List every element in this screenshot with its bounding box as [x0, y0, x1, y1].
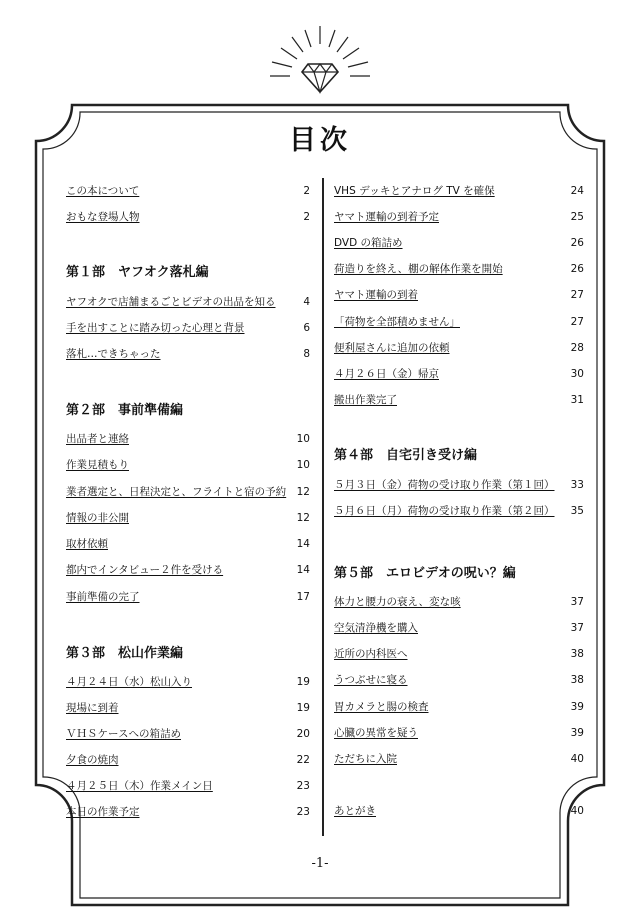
toc-entry-label[interactable]: 業者選定と、日程決定と、フライトと宿の予約 [66, 486, 287, 498]
toc-entry-label[interactable]: ４月２６日（金）帰京 [334, 368, 439, 380]
toc-entry-label[interactable]: 近所の内科医へ [334, 648, 408, 660]
toc-entry-page: 2 [303, 185, 310, 197]
toc-entry-page: 40 [570, 805, 584, 817]
toc-entry-page: 39 [570, 701, 584, 713]
toc-entry-page: 17 [296, 591, 310, 603]
toc-entry-label[interactable]: VHS デッキとアナログ TV を確保 [334, 185, 495, 197]
toc-entry-page: 23 [296, 780, 310, 792]
toc-entry-label[interactable]: 落札…できちゃった [66, 348, 161, 360]
toc-entry[interactable] [66, 536, 310, 552]
toc-entry[interactable] [66, 562, 310, 578]
toc-entry-page: 10 [296, 433, 310, 445]
toc-entry-label[interactable]: 体力と腰力の衰え、変な咳 [334, 596, 461, 608]
toc-entry-label[interactable]: ヤマト運輸の到着予定 [334, 211, 439, 223]
toc-entry[interactable] [66, 346, 310, 362]
toc-entry-page: 14 [296, 538, 310, 550]
toc-entry-label[interactable]: ５月６日（月）荷物の受け取り作業（第２回） [334, 505, 555, 517]
toc-entry[interactable] [334, 261, 584, 277]
toc-entry-label[interactable]: ただちに入院 [334, 753, 397, 765]
toc-entry-label[interactable]: 心臓の異常を疑う [334, 727, 418, 739]
toc-entry[interactable] [66, 752, 310, 768]
toc-entry[interactable] [66, 484, 310, 500]
toc-entry[interactable] [334, 183, 584, 199]
toc-entry-page: 22 [296, 754, 310, 766]
toc-entry[interactable] [66, 510, 310, 526]
toc-entry-page: 33 [570, 479, 584, 491]
toc-entry-page: 27 [570, 289, 584, 301]
toc-entry[interactable] [66, 674, 310, 690]
section-heading: 第３部 松山作業編 [66, 646, 184, 661]
toc-entry-label[interactable]: 便利屋さんに追加の依頼 [334, 342, 450, 354]
toc-entry[interactable] [334, 477, 584, 493]
toc-entry[interactable] [334, 672, 584, 688]
toc-entry[interactable] [334, 392, 584, 408]
toc-entry-page: 40 [570, 753, 584, 765]
section-heading: 第２部 事前準備編 [66, 403, 184, 418]
toc-entry[interactable] [66, 431, 310, 447]
toc-entry-page: 20 [296, 728, 310, 740]
toc-entry-label[interactable]: 搬出作業完了 [334, 394, 397, 406]
toc-entry-page: 26 [570, 263, 584, 275]
toc-entry-page: 27 [570, 316, 584, 328]
toc-entry-label[interactable]: ヤマト運輸の到着 [334, 289, 418, 301]
toc-entry[interactable] [66, 778, 310, 794]
toc-entry-page: 24 [570, 185, 584, 197]
toc-entry[interactable] [66, 589, 310, 605]
toc-entry-label[interactable]: ４月２４日（水）松山入り [66, 676, 192, 688]
toc-entry-label[interactable]: 「荷物を全部積めません」 [334, 316, 460, 328]
toc-entry-page: 10 [296, 459, 310, 471]
toc-entry[interactable] [334, 751, 584, 767]
toc-entry-page: 35 [570, 505, 584, 517]
toc-entry-label[interactable]: 手を出すことに踏み切った心理と背景 [66, 322, 245, 334]
toc-entry[interactable] [334, 699, 584, 715]
toc-entry-page: 12 [296, 486, 310, 498]
toc-entry-label[interactable]: 現場に到着 [66, 702, 119, 714]
toc-entry-label[interactable]: あとがき [334, 805, 376, 817]
toc-entry-page: 4 [303, 296, 310, 308]
toc-entry-page: 23 [296, 806, 310, 818]
toc-entry-label[interactable]: 胃カメラと腸の検査 [334, 701, 429, 713]
toc-entry[interactable] [66, 726, 310, 742]
toc-entry-label[interactable]: 荷造りを終え、棚の解体作業を開始 [334, 263, 503, 275]
toc-entry[interactable] [334, 287, 584, 303]
toc-entry[interactable] [66, 700, 310, 716]
toc-entry-page: 25 [570, 211, 584, 223]
toc-entry[interactable] [334, 314, 584, 330]
toc-entry-label[interactable]: 情報の非公開 [66, 512, 129, 524]
toc-entry-label[interactable]: DVD の箱詰め [334, 237, 403, 249]
toc-entry[interactable] [334, 209, 584, 225]
toc-entry[interactable] [66, 320, 310, 336]
page-title: 目次 [289, 125, 351, 156]
toc-entry-label[interactable]: 取材依頼 [66, 538, 108, 550]
toc-entry-page: 31 [570, 394, 584, 406]
toc-entry[interactable] [334, 646, 584, 662]
toc-entry[interactable] [334, 725, 584, 741]
page-number: -1- [311, 856, 329, 871]
toc-entry-page: 6 [303, 322, 310, 334]
toc-entry-label[interactable]: 夕食の焼肉 [66, 754, 119, 766]
toc-entry-label[interactable]: 出品者と連絡 [66, 433, 129, 445]
toc-entry-page: 28 [570, 342, 584, 354]
toc-entry-page: 26 [570, 237, 584, 249]
toc-entry[interactable] [334, 620, 584, 636]
toc-entry-page: 38 [570, 674, 584, 686]
toc-entry-label[interactable]: うつぶせに寝る [334, 674, 408, 686]
section-heading: 第５部 エロビデオの呪い？編 [334, 566, 516, 581]
toc-entry-label[interactable]: おもな登場人物 [66, 211, 140, 223]
toc-entry-label[interactable]: この本について [66, 185, 140, 197]
toc-entry[interactable] [334, 803, 584, 819]
toc-entry-page: 38 [570, 648, 584, 660]
toc-entry-label[interactable]: ヤフオクで店舗まるごとビデオの出品を知る [66, 296, 276, 308]
toc-entry-page: 37 [570, 596, 584, 608]
toc-entry[interactable] [66, 804, 310, 820]
toc-entry-page: 19 [296, 702, 310, 714]
toc-entry-label[interactable]: 作業見積もり [66, 459, 129, 471]
toc-entry[interactable] [334, 594, 584, 610]
toc-entry-page: 39 [570, 727, 584, 739]
toc-entry-page: 8 [303, 348, 310, 360]
toc-entry-page: 30 [570, 368, 584, 380]
toc-entry[interactable] [334, 503, 584, 519]
toc-entry[interactable] [334, 340, 584, 356]
toc-entry[interactable] [334, 366, 584, 382]
toc-entry-label[interactable]: 事前準備の完了 [66, 591, 140, 603]
toc-entry-page: 37 [570, 622, 584, 634]
section-heading: 第１部 ヤフオク落札編 [66, 265, 209, 280]
toc-entry-label[interactable]: ＶＨＳケースへの箱詰め [66, 728, 181, 740]
toc-entry-label[interactable]: ４月２５日（木）作業メイン日 [66, 780, 213, 792]
diamond-icon [260, 20, 380, 100]
toc-entry-page: 12 [296, 512, 310, 524]
column-divider [322, 178, 324, 836]
toc-entry-label[interactable]: ５月３日（金）荷物の受け取り作業（第１回） [334, 479, 555, 491]
toc-entry[interactable] [66, 183, 310, 199]
toc-entry[interactable] [66, 294, 310, 310]
toc-entry-label[interactable]: 都内でインタビュー２件を受ける [66, 564, 224, 576]
toc-entry-page: 2 [303, 211, 310, 223]
toc-entry-page: 14 [296, 564, 310, 576]
toc-entry-page: 19 [296, 676, 310, 688]
section-heading: 第４部 自宅引き受け編 [334, 448, 478, 463]
toc-entry[interactable] [66, 209, 310, 225]
toc-entry[interactable] [334, 235, 584, 251]
toc-entry[interactable] [66, 457, 310, 473]
toc-entry-label[interactable]: 本日の作業予定 [66, 806, 140, 818]
toc-entry-label[interactable]: 空気清浄機を購入 [334, 622, 418, 634]
